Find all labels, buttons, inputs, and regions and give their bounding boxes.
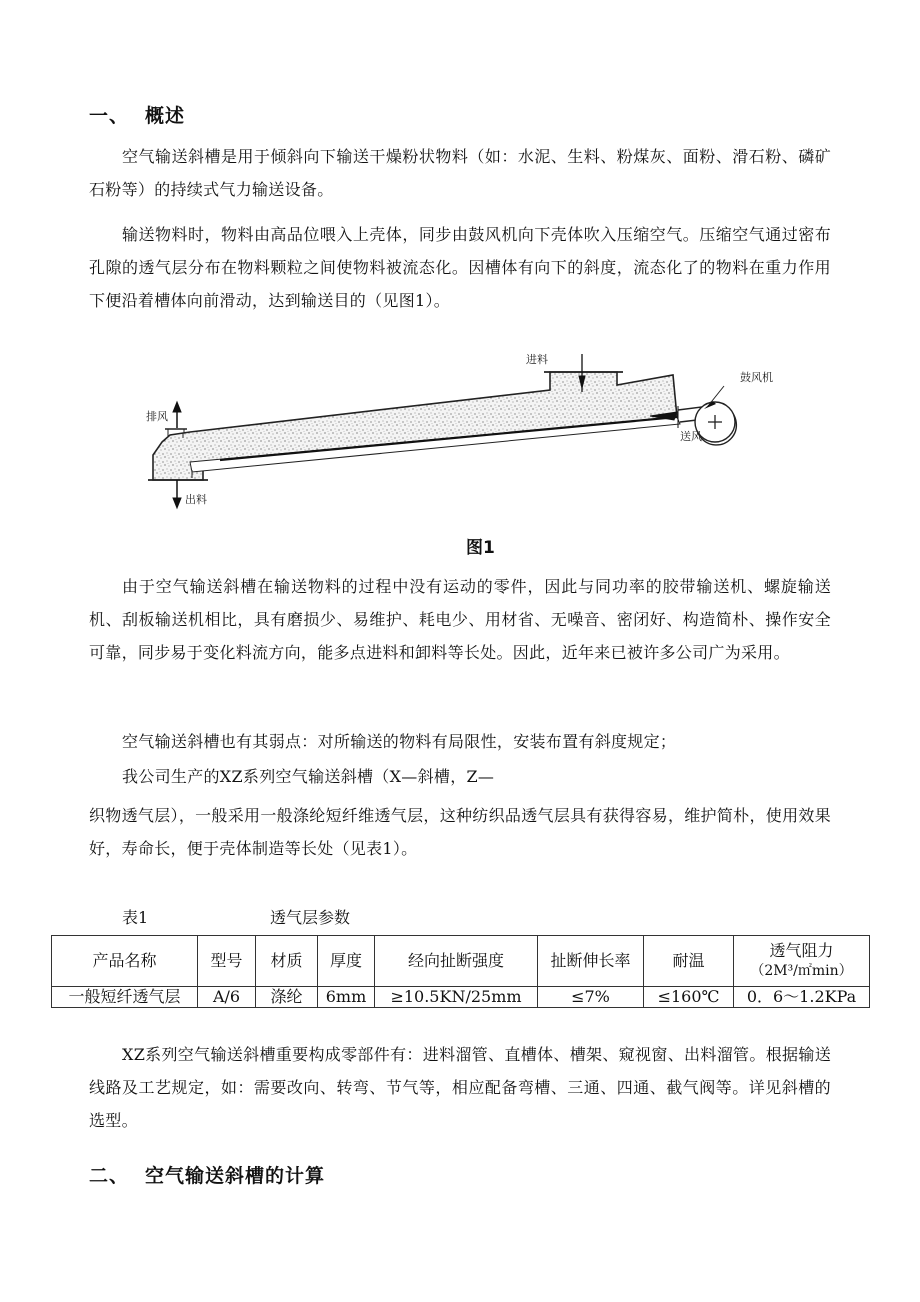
paragraph-intro: 空气输送斜槽是用于倾斜向下输送干燥粉状物料（如：水泥、生料、粉煤灰、面粉、滑石粉、磷矿石粉等）的持续式气力输送设备。	[89, 147, 831, 199]
table-title: 透气层参数	[270, 908, 351, 927]
header-cell: 产品名称	[52, 936, 198, 987]
section-title: 概述	[145, 105, 186, 127]
figure-air-slide-diagram	[130, 340, 830, 520]
cell-temperature: ≤160℃	[644, 987, 734, 1008]
header-cell-resistance	[734, 936, 870, 987]
paragraph-advantages: 由于空气输送斜槽在输送物料的过程中没有运动的零件，因此与同功率的胶带输送机、螺旋输送机、刮板输送机相比，具有磨损少、易维护、耗电少、用材省、无噪音、密闭好、构造简朴、操作安全可靠，同步易于变化料流方向，能多点进料和卸料等长处。因此，近年来已被许多公司广为采用。	[89, 577, 831, 662]
section-heading-calculation	[89, 1161, 325, 1188]
section-number: 二、	[89, 1165, 130, 1187]
figure-caption: 图1	[466, 538, 495, 558]
label-feed: 进料	[526, 353, 548, 366]
paragraph-xz-line1: 我公司生产的XZ系列空气输送斜槽（X—斜槽，Z—	[122, 767, 495, 786]
paragraph-working-principle: 输送物料时，物料由高品位喂入上壳体，同步由鼓风机向下壳体吹入压缩空气。压缩空气通过密布孔隙的透气层分布在物料颗粒之间使物料被流态化。因槽体有向下的斜度，流态化了的物料在重力作用下便沿着槽体向前滑动，达到输送目的（见图1）。	[89, 225, 831, 310]
header-cell: 材质	[256, 936, 318, 987]
section-title: 空气输送斜槽的计算	[145, 1165, 326, 1187]
cell-resistance: 0．6～1.2KPa	[734, 987, 870, 1008]
cell-product-name: 一般短纤透气层	[52, 987, 198, 1008]
header-cell: 经向扯断强度	[375, 936, 538, 987]
paragraph-weakness: 空气输送斜槽也有其弱点：对所输送的物料有局限性，安装布置有斜度规定；	[122, 732, 677, 751]
label-discharge: 出料	[185, 493, 207, 506]
paragraph-components: XZ系列空气输送斜槽重要构成零部件有：进料溜管、直槽体、槽架、窥视窗、出料溜管。根据输送线路及工艺规定，如：需要改向、转弯、节气等，相应配备弯槽、三通、四通、截气阀等。详见斜槽的选型。	[89, 1045, 831, 1130]
air-layer-parameters-table	[51, 935, 870, 1008]
cell-material: 涤纶	[256, 987, 318, 1008]
header-unit: （2M³/㎡min）	[750, 963, 853, 979]
table-header-row	[52, 936, 870, 987]
header-cell: 型号	[198, 936, 256, 987]
header-cell: 厚度	[318, 936, 375, 987]
discharge-arrow	[173, 480, 181, 508]
exhaust-arrow	[173, 402, 181, 428]
cell-thickness: 6mm	[318, 987, 375, 1008]
paragraph-xz-line2: 织物透气层），一般采用一般涤纶短纤维透气层，这种纺织品透气层具有获得容易，维护简朴，使用效果好，寿命长，便于壳体制造等长处（见表1）。	[89, 806, 831, 858]
cell-tensile-strength: ≥10.5KN/25mm	[375, 987, 538, 1008]
header-label: 透气阻力	[769, 941, 834, 960]
header-cell: 耐温	[644, 936, 734, 987]
section-heading-overview	[89, 101, 185, 128]
table-row	[52, 987, 870, 1008]
table-label: 表1	[122, 908, 149, 927]
label-air-supply: 送风	[680, 430, 702, 443]
cell-model: A/6	[198, 987, 256, 1008]
label-exhaust: 排风	[146, 410, 168, 423]
section-number: 一、	[89, 105, 130, 127]
cell-elongation: ≤7%	[538, 987, 644, 1008]
label-blower: 鼓风机	[740, 371, 773, 384]
header-cell: 扯断伸长率	[538, 936, 644, 987]
